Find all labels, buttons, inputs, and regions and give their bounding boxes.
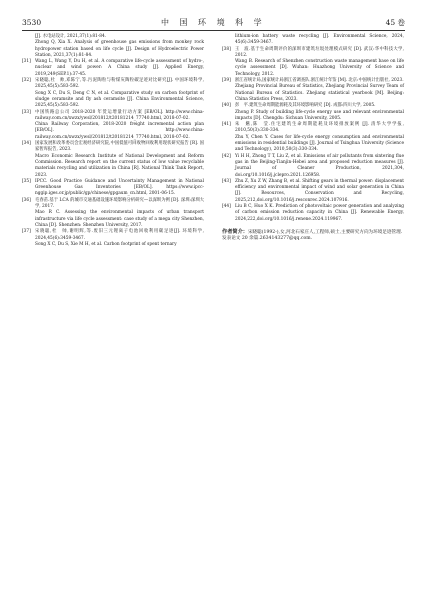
reference-number: [41] [222,122,231,128]
reference-entry [22,179,204,198]
reference-entry [222,34,404,47]
reference-number: [44] [222,204,231,210]
reference-entry [22,229,204,242]
reference-entry [222,122,404,135]
reference-number: [42] [222,153,231,159]
reference-entry [222,110,404,123]
reference-entry [22,242,204,248]
reference-text: [J]. 水电站设计, 2021,37(1):81-84. [35,34,107,39]
reference-text: Yi H H, Zhong T T, Liu Z, et al. Emissions of air pollutants from sintering flue gas in the Beijing-Tianjin-Hebei area and proposed reduction measures [J]. Journal of Cleaner Production, 2021,304, doi.org/10.1016/j.jclepro.2021.126958. [235,153,404,178]
reference-text: 朱 嬿,陈 莹.住宅建筑生命周期能耗及环境排放案例 [J]. 清华大学学报, 2010,50(3):330-334. [235,122,404,134]
header-rule [22,30,405,31]
page-header [22,16,405,28]
reference-text: China Railway Corporation, 2018-2020 freight incremental action plan [EB/OL]. http://www.china-railway.com.cn/xwzx/ywsl/201812/t20181214_77740.html, 2018-07-02. [35,122,204,140]
reference-number: [37] [22,229,31,235]
reference-entry [222,84,404,103]
reference-number: [35] [22,178,31,184]
reference-entry [22,59,204,78]
reference-text: Song X C, Du S, Deng C N, et al. Comparative study on carbon footprint of sludge ceramsite and fly ash ceramsite [J]. China Environmental Science, 2025,45(5):583-592. [35,90,204,109]
reference-entry [22,78,204,91]
reference-entry [222,47,404,60]
reference-number: [43] [222,178,231,184]
reference-text: 国家发展和改革委员会宏观经济研究院,中国低值可回收物回收利用现状研究报告 [R]. 国家智库报告, 2023. [35,141,204,153]
reference-entry [22,210,204,229]
volume-label: 45 卷 [385,17,405,27]
reference-entry [22,198,204,211]
reference-text: Zhejiang Provincial Bureau of Statistics, Zhejiang Provincial Survey Team of National Bureau of Statistics. Zhejiang statistical yearbook [M]. Beijing: China Statistics Press, 2023. [235,84,404,102]
reference-number: [33] [22,109,31,115]
right-column [222,34,404,243]
author-bio-text: 宋晓聪(1992-),女,河北石家庄人,工程师,硕士,主要研究方向为环境足迹管理.发表论文 20 余篇.2634143277@qq.com. [222,229,403,242]
reference-text: 王 波.基于生命周期评价的深圳市建筑垃圾处理模式研究 [D]. 武汉:华中科技大学, 2012. [235,46,404,58]
reference-number: [32] [22,78,31,84]
reference-text: lithium-ion battery waste recycling [J]. Environmental Science, 2024, 45(6):3459-3467. [235,34,404,46]
author-bio-label: 作者简介： [222,228,248,235]
reference-text: 浙江省统计局,国家统计局浙江省调查队.浙江统计年鉴 [M]. 北京:中国统计出版社, 2023. [235,78,404,84]
reference-entry [222,179,404,204]
reference-number: [34] [22,141,31,147]
reference-text: 宋晓聪,杜 帅,谢明辉,等.废旧三元锂离子电池回收利用碳足迹[J]. 环境科学, 2024,45(6):3459-3467. [35,229,204,241]
reference-text: Song X C, Du S, Xie M H, et al. Carbon footprint of spent ternary [35,241,177,247]
reference-number: [39] [222,78,231,84]
reference-text: 宋晓聪,杜 帅,邓陈宁,等.污泥陶粒与粉煤灰陶粒碳足迹对比研究[J]. 中国环境科学, 2025,45(5):583-592. [35,78,204,90]
reference-entry [222,204,404,223]
reference-entry [22,141,204,154]
reference-number: [38] [222,46,231,52]
left-column [22,34,204,248]
reference-entry [22,154,204,179]
reference-text: Zhu Y, Chen Y. Cases for life-cycle energy consumption and environmental emissions in residential buildings [J]. Journal of Tsinghua University (Science and Technology), 2010,50(3):330-334. [235,134,404,153]
reference-text: Zhong P. Study of building life-cycle energy use and relevant environmental impacts [D]. Chengdu: Sichuan University, 2005. [235,109,404,121]
reference-text: 彭 平.建筑生命周期能源耗及其环境影响研究 [D]. 成都:四川大学, 2005. [235,103,376,109]
reference-number: [40] [222,103,231,109]
reference-text: Liu B C, Huo X K. Prediction of photovoltaic power generation and analyzing of carbon emission reduction capacity in China [J]. Renewable Energy, 2024,222,doi.org/10.1016/j.renene.2024.119967. [235,204,404,222]
reference-entry [222,135,404,154]
reference-text: Mao R C. Assessing the environmental impacts of urban transport infrastructure via life cycle assessment: case study of a mega city Shenzhen, China [D]. Shenzhen: Shenzhen University, 2017. [35,210,204,228]
reference-text: Wang B. Research of Shenzhen construction waste management base on life cycle assessment [D]. Wuhan: Huazhong University of Science and Technology, 2012. [235,59,404,77]
reference-entry [222,154,404,179]
reference-text: Macro Economic Research Institute of National Development and Reform Commission. Research report on the current status of low value recyclable materials recycling and utilization in China [R]. National Think Tank Report, 2023. [35,153,204,178]
reference-number: [36] [22,197,31,203]
reference-text: Wang L, Wang Y, Du H, et al. A comparative life-cycle assessment of hydro-, nuclear and wind power: A China study [J]. Applied Energy, 2019,249(SEP.1):37-45. [35,59,204,77]
reference-entry [22,110,204,123]
page-number: 3530 [22,17,42,27]
reference-number: [31] [22,59,31,65]
reference-entry [22,91,204,110]
author-bio [222,229,404,243]
reference-entry [22,40,204,59]
reference-text: Zhu Z, Xu Z W, Zhang B, et al. Shifting gears in thermal power: displacement efficiency and environmental impact of wind and solar generation in China [J]. Resources, Conservation and Recycling, 2025,212,doi.org/10.1016/j.resconrec.2024.107916. [235,178,404,203]
journal-name: 中 国 环 境 科 学 [160,17,266,27]
reference-entry [22,122,204,141]
reference-entry [222,59,404,78]
reference-text: 毛春苗.基于 LCA 的城市交通基础设施环境影响分析研究—以深圳为例 [D]. 深圳:深圳大学, 2017. [35,197,204,210]
reference-text: 中国铁路总公司 2018-2020 年货运增量行动方案 [EB/OL]. http://www.china-railway.com.cn/xwzx/ywsl/201812/t20181214_77740.html, 2018-07-02. [35,109,204,121]
reference-text: IPCC. Good Practice Guidance and Uncertainty Management in National Greenhouse Gas Inventories [EB/OL]. https://www.ipcc-nggip.iges.or.jp/public/gp/chinese/gpgaum_cn.html, 2001-06-15. [35,178,204,197]
reference-text: Zhong Q, Xia X. Analysis of greenhouse gas emissions from monkey rock hydropower station based on life cycle [J]. Design of Hydroelectric Power Station, 2021,37(1):81-84. [35,40,204,58]
